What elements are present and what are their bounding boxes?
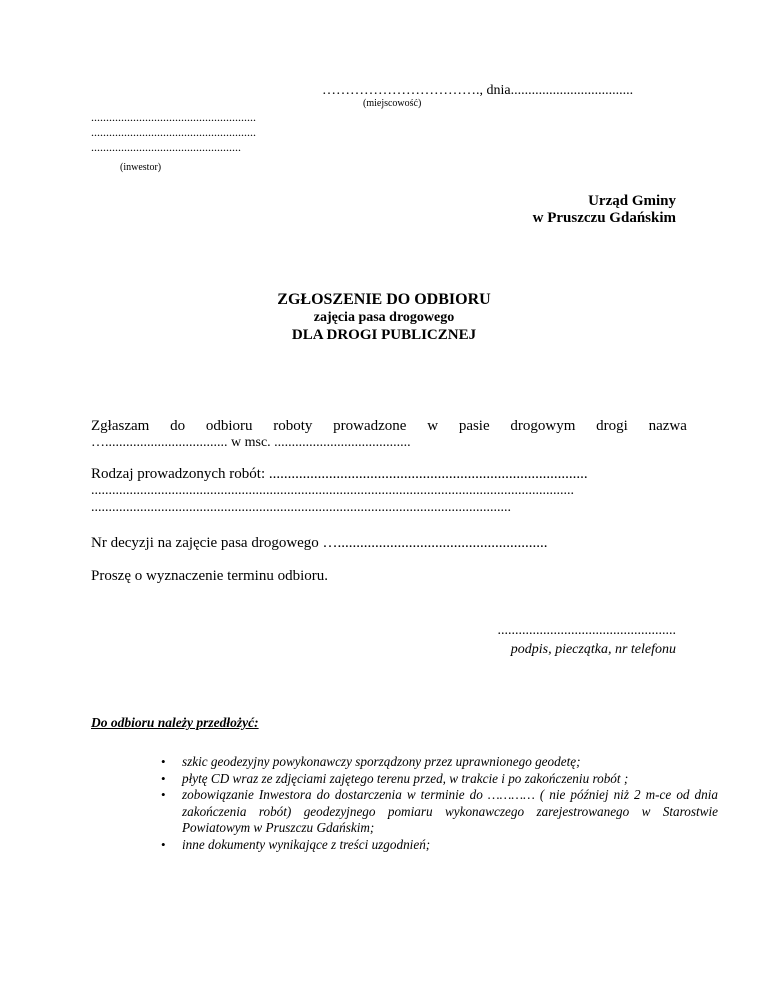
list-item: • płytę CD wraz ze zdjęciami zajętego terenu przed, w trakcie i po zakończeniu robót ; <box>182 771 718 788</box>
signature-dots: ................................................... <box>497 623 676 638</box>
recipient-line-2: w Pruszczu Gdańskim <box>532 210 676 226</box>
para1-word: nazwa <box>648 418 687 434</box>
requirements-heading: Do odbioru należy przedłożyć: <box>91 715 259 730</box>
title-line-2: zajęcia pasa drogowego <box>313 310 455 325</box>
investor-line-2: ....................................................... <box>91 125 256 139</box>
para1-word: drogowym <box>510 418 576 434</box>
para1-word: roboty <box>273 418 313 434</box>
recipient-line-1: Urząd Gminy <box>588 193 676 209</box>
para1-word: w <box>427 418 439 434</box>
works-line-3: ........................................................................................................................ <box>91 500 511 515</box>
request-line: Proszę o wyznaczenie terminu odbioru. <box>91 568 329 584</box>
title-line-3: DLA DROGI PUBLICZNEJ <box>291 327 477 343</box>
works-label: Rodzaj prowadzonych robót: ..................................................................................... <box>91 466 588 482</box>
list-item: • zobowiązanie Inwestora do dostarczenia w terminie do ………… ( nie później niż 2 m-ce od dnia zakończenia robót) geodezyjnego pomiaru wykonawczego zarejestrowanego w Starostwie Powiatowym w Pruszczu Gdańskim; <box>182 787 718 837</box>
decision-line: Nr decyzji na zajęcie pasa drogowego …........................................................ <box>91 535 548 551</box>
para1-word: pasie <box>458 418 490 434</box>
requirements-list <box>140 754 718 853</box>
para1-word: do <box>170 418 186 434</box>
signature-caption: podpis, pieczątka, nr telefonu <box>510 642 676 657</box>
investor-caption: (inwestor) <box>120 162 162 173</box>
investor-line-1: ....................................................... <box>91 110 256 124</box>
para1-word: drogi <box>596 418 628 434</box>
works-line-2: .......................................................................................................................................... <box>91 483 574 498</box>
para1-word: Zgłaszam <box>91 418 150 434</box>
place-date-line: ……………………………., dnia................................... <box>322 83 634 98</box>
place-caption: (miejscowość) <box>363 98 422 109</box>
list-item: • inne dokumenty wynikające z treści uzgodnień; <box>182 837 718 854</box>
para1-word: prowadzone <box>333 418 407 434</box>
investor-line-3: .................................................. <box>91 140 241 154</box>
para1-word: odbioru <box>205 418 253 434</box>
title-line-1: ZGŁOSZENIE DO ODBIORU <box>277 291 491 308</box>
para1-line-2: …................................... w msc. ....................................... <box>91 435 411 450</box>
list-item: • szkic geodezyjny powykonawczy sporządzony przez uprawnionego geodetę; <box>182 754 718 771</box>
paragraph-road <box>91 418 687 435</box>
